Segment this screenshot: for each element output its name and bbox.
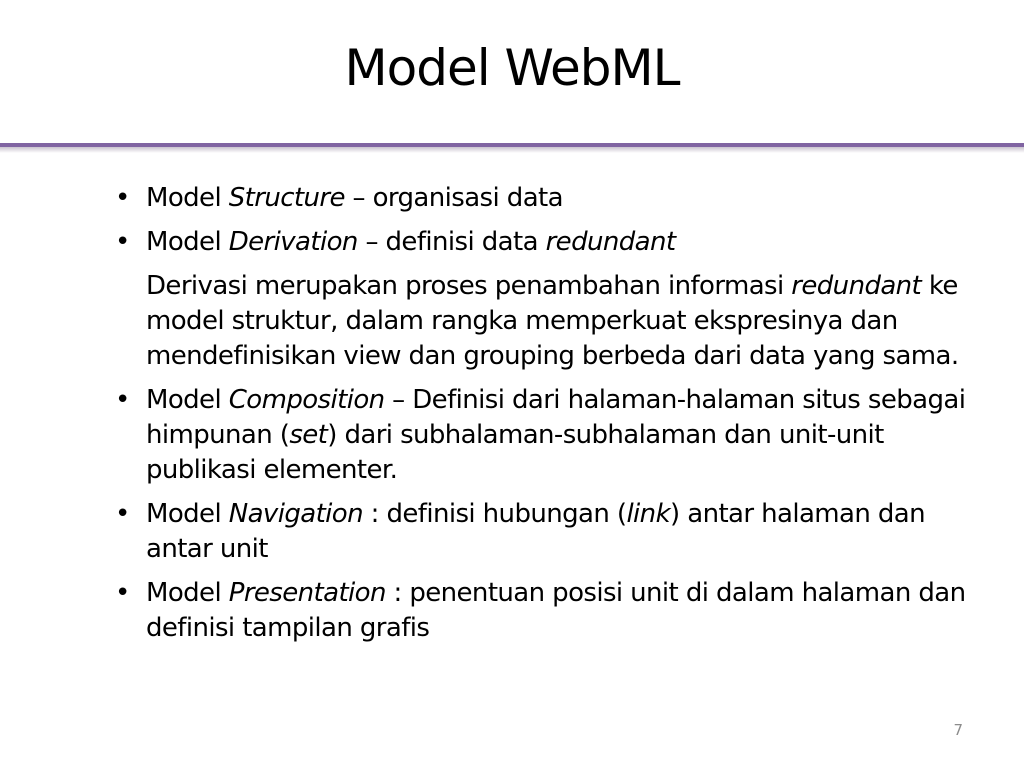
bullet-icon: • <box>115 183 130 213</box>
bullet-item-structure <box>115 181 985 216</box>
item-separator: – <box>384 385 413 415</box>
item-text: definisi hubungan ( <box>386 499 627 529</box>
item-prefix: Model <box>146 227 229 257</box>
bullet-item-navigation <box>115 497 985 567</box>
bullet-item-presentation <box>115 576 985 646</box>
note-text-continued: ke model struktur, dalam rangka memperkuat ekspresinya dan mendefinisikan view dan grouping berbeda dari data yang sama. <box>146 271 959 371</box>
item-term: Composition <box>228 385 385 415</box>
item-separator: – <box>357 227 386 257</box>
derivation-note <box>115 269 985 374</box>
item-separator: – <box>344 183 373 213</box>
item-term: Presentation <box>228 578 386 608</box>
title-divider-shadow <box>0 147 1024 153</box>
note-term: redundant <box>791 271 922 301</box>
item-text-continued: ) antar halaman dan antar unit <box>146 499 926 564</box>
item-prefix: Model <box>146 499 229 529</box>
item-text-continued: ) dari subhalaman-subhalaman dan unit-unit publikasi elementer. <box>146 420 884 485</box>
bullet-icon: • <box>115 385 130 415</box>
item-term: Derivation <box>228 227 358 257</box>
item-term-secondary: link <box>626 499 671 529</box>
item-term-secondary: set <box>289 420 328 450</box>
item-text: Definisi dari halaman-halaman situs sebagai himpunan ( <box>146 385 966 450</box>
item-prefix: Model <box>146 183 229 213</box>
item-separator: : <box>362 499 387 529</box>
bullet-icon: • <box>115 578 130 608</box>
item-term-secondary: redundant <box>545 227 676 257</box>
item-text: definisi data <box>385 227 546 257</box>
bullet-item-composition <box>115 383 985 488</box>
item-text: organisasi data <box>372 183 563 213</box>
page-number: 7 <box>953 721 963 739</box>
item-text: penentuan posisi unit di dalam halaman dan definisi tampilan grafis <box>146 578 966 643</box>
slide-body <box>115 181 985 655</box>
item-prefix: Model <box>146 385 229 415</box>
item-separator: : <box>385 578 410 608</box>
bullet-icon: • <box>115 499 130 529</box>
bullet-icon: • <box>115 227 130 257</box>
item-term: Navigation <box>228 499 363 529</box>
slide-title: Model WebML <box>344 39 680 97</box>
note-text: Derivasi merupakan proses penambahan informasi <box>146 271 792 301</box>
item-term: Structure <box>228 183 345 213</box>
bullet-item-derivation <box>115 225 985 260</box>
item-prefix: Model <box>146 578 229 608</box>
